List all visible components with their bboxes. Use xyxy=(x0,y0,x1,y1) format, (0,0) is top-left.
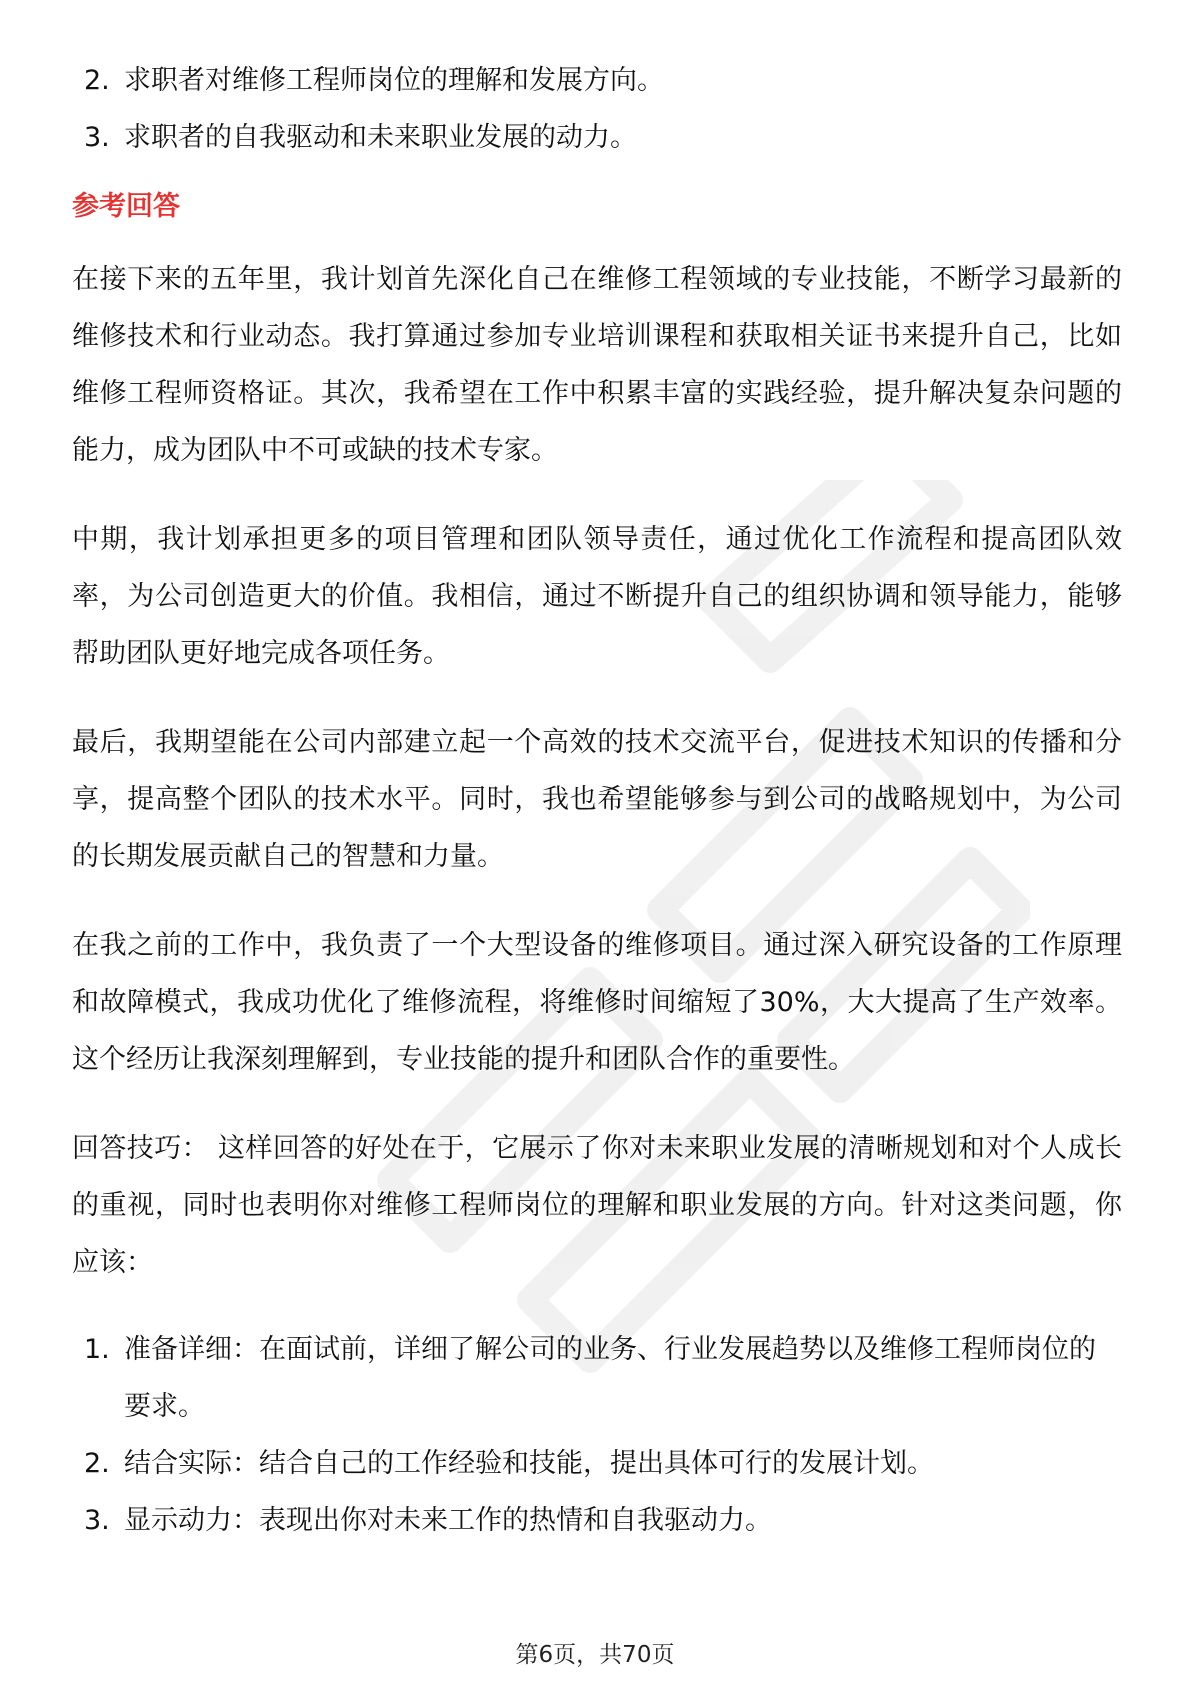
list-text: 结合实际：结合自己的工作经验和技能，提出具体可行的发展计划。 xyxy=(124,1448,934,1479)
list-item xyxy=(72,1492,1122,1549)
list-text: 求职者对维修工程师岗位的理解和发展方向。 xyxy=(124,65,664,96)
paragraph: 中期，我计划承担更多的项目管理和团队领导责任，通过优化工作流程和提高团队效率，为公司创造更大的价值。我相信，通过不断提升自己的组织协调和领导能力，能够帮助团队更好地完成各项任务。 xyxy=(72,524,1122,669)
list-item xyxy=(72,1321,1122,1435)
paragraph: 最后，我期望能在公司内部建立起一个高效的技术交流平台，促进技术知识的传播和分享，提高整个团队的技术水平。同时，我也希望能够参与到公司的战略规划中，为公司的长期发展贡献自己的智慧和力量。 xyxy=(72,727,1122,872)
page-number-footer: 第6页，共70页 xyxy=(515,1642,675,1668)
list-number: 3. xyxy=(84,122,110,153)
list-text: 求职者的自我驱动和未来职业发展的动力。 xyxy=(124,122,637,153)
list-number: 2. xyxy=(84,65,110,96)
tips-list xyxy=(72,1321,1122,1549)
section-heading: 参考回答 xyxy=(72,191,180,222)
list-text: 显示动力：表现出你对未来工作的热情和自我驱动力。 xyxy=(124,1505,772,1536)
paragraph: 在接下来的五年里，我计划首先深化自己在维修工程领域的专业技能，不断学习最新的维修技术和行业动态。我打算通过参加专业培训课程和获取相关证书来提升自己，比如维修工程师资格证。其次，我希望在工作中积累丰富的实践经验，提升解决复杂问题的能力，成为团队中不可或缺的技术专家。 xyxy=(72,264,1122,466)
list-number: 2. xyxy=(84,1448,110,1479)
list-item xyxy=(72,1435,1122,1492)
list-item xyxy=(72,52,1122,109)
list-text: 准备详细：在面试前，详细了解公司的业务、行业发展趋势以及维修工程师岗位的要求。 xyxy=(124,1334,1096,1422)
list-number: 1. xyxy=(84,1334,110,1365)
content-area xyxy=(72,52,1122,1549)
list-number: 3. xyxy=(84,1505,110,1536)
list-item xyxy=(72,109,1122,166)
top-list xyxy=(72,52,1122,166)
paragraph: 在我之前的工作中，我负责了一个大型设备的维修项目。通过深入研究设备的工作原理和故障模式，我成功优化了维修流程，将维修时间缩短了30%，大大提高了生产效率。这个经历让我深刻理解到，专业技能的提升和团队合作的重要性。 xyxy=(72,930,1122,1075)
paragraph-tips: 回答技巧： 这样回答的好处在于，它展示了你对未来职业发展的清晰规划和对个人成长的重视，同时也表明你对维修工程师岗位的理解和职业发展的方向。针对这类问题，你应该： xyxy=(72,1133,1122,1278)
